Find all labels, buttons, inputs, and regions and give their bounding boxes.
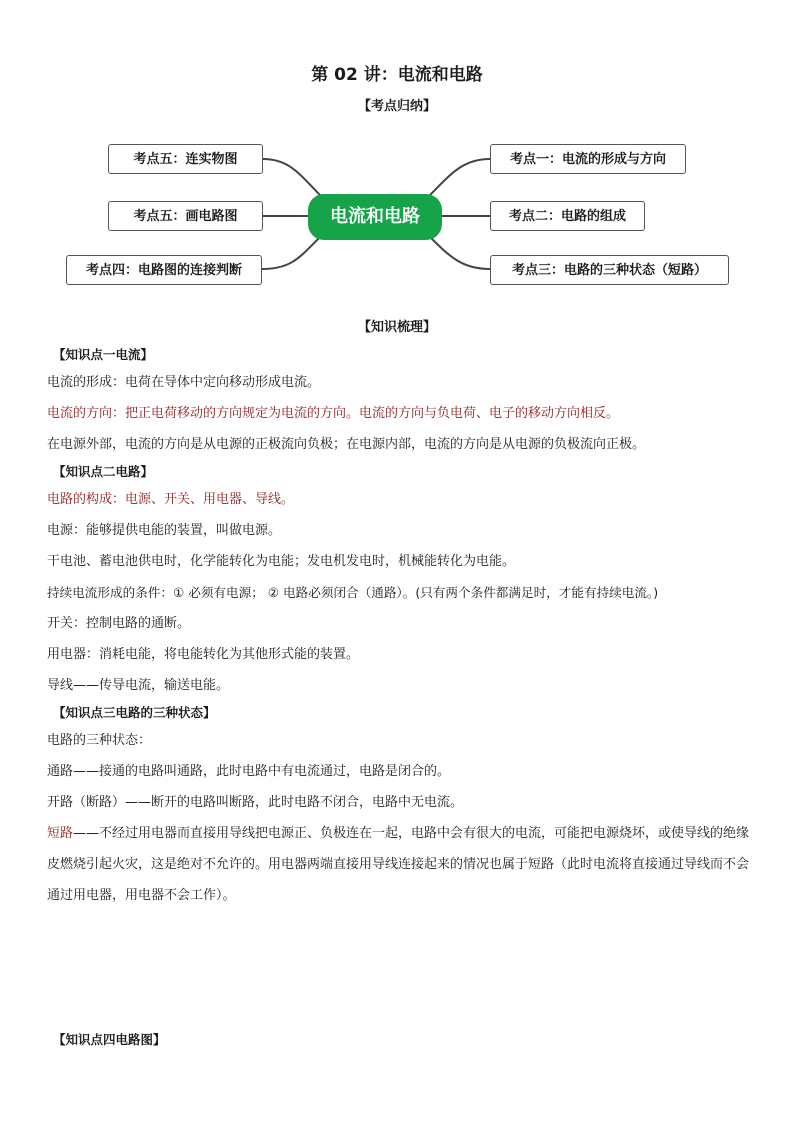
kp2-battery: 干电池、蓄电池供电时，化学能转化为电能；发电机发电时，机械能转化为电能。 <box>47 554 516 569</box>
connector-left-1 <box>263 159 322 197</box>
kp1-heading: 【知识点一电流】 <box>53 347 154 362</box>
kp2-appliance: 用电器：消耗电能，将电能转化为其他形式能的装置。 <box>47 647 360 662</box>
kp3-open-circuit: 开路（断路）——断开的电路叫断路，此时电路不闭合，电路中无电流。 <box>47 795 464 810</box>
kp3-short-label: 短路 <box>47 826 74 841</box>
kp1-formation: 电流的形成：电荷在导体中定向移动形成电流。 <box>47 375 321 390</box>
kp2-power-source: 电源：能够提供电能的装置，叫做电源。 <box>47 523 282 538</box>
page-title: 第 02 讲：电流和电路 <box>311 65 483 85</box>
kp3-short-text: ——不经过用电器而直接用导线把电源正、负极连在一起，电路中会有很大的电流，可能把电源烧坏，或使导线的绝缘皮燃烧引起火灾，这是绝对不允许的。用电器两端直接用导线连接起来的情况也属于短路（此时电流将直接通过导线而不会通过用电器，用电器不会工作）。 <box>47 826 750 903</box>
topic-current-formation: 考点一：电流的形成与方向 <box>490 144 686 174</box>
kp2-condition: 持续电流形成的条件：① 必须有电源； ② 电路必须闭合（通路）。(只有两个条件都满足时，才能有持续电流。) <box>47 585 659 600</box>
kp3-intro: 电路的三种状态： <box>47 733 152 748</box>
kp3-closed-circuit: 通路——接通的电路叫通路，此时电路中有电流通过，电路是闭合的。 <box>47 764 451 779</box>
knowledge-content <box>47 343 757 911</box>
section-heading-knowledge: 【知识梳理】 <box>357 320 436 335</box>
topic-circuit-judgement: 考点四：电路图的连接判断 <box>66 255 262 285</box>
topic-circuit-states: 考点三：电路的三种状态（短路） <box>490 255 729 285</box>
kp1-direction: 电流的方向：把正电荷移动的方向规定为电流的方向。电流的方向与负电荷、电子的移动方向相反。 <box>47 406 620 421</box>
kp1-outside-inside: 在电源外部，电流的方向是从电源的正极流向负极；在电源内部，电流的方向是从电源的负极流向正极。 <box>47 437 646 452</box>
kp3-heading: 【知识点三电路的三种状态】 <box>53 705 216 720</box>
topic-connect-physical: 考点五：连实物图 <box>108 144 263 174</box>
kp2-wire: 导线——传导电流，输送电能。 <box>47 678 230 693</box>
topic-circuit-composition: 考点二：电路的组成 <box>490 201 645 231</box>
connector-right-3 <box>428 235 490 269</box>
kp4-heading: 【知识点四电路图】 <box>53 1032 166 1047</box>
kp2-heading: 【知识点二电路】 <box>53 464 154 479</box>
mind-map-center: 电流和电路 <box>308 194 442 240</box>
mind-map <box>0 135 794 295</box>
section-heading-summary: 【考点归纳】 <box>357 99 436 114</box>
kp2-switch: 开关：控制电路的通断。 <box>47 616 191 631</box>
kp2-composition: 电路的构成：电源、开关、用电器、导线。 <box>47 492 295 507</box>
kp3-short-circuit <box>47 818 757 911</box>
topic-draw-circuit: 考点五：画电路图 <box>108 201 263 231</box>
connector-left-3 <box>262 235 322 269</box>
connector-right-1 <box>428 159 490 197</box>
